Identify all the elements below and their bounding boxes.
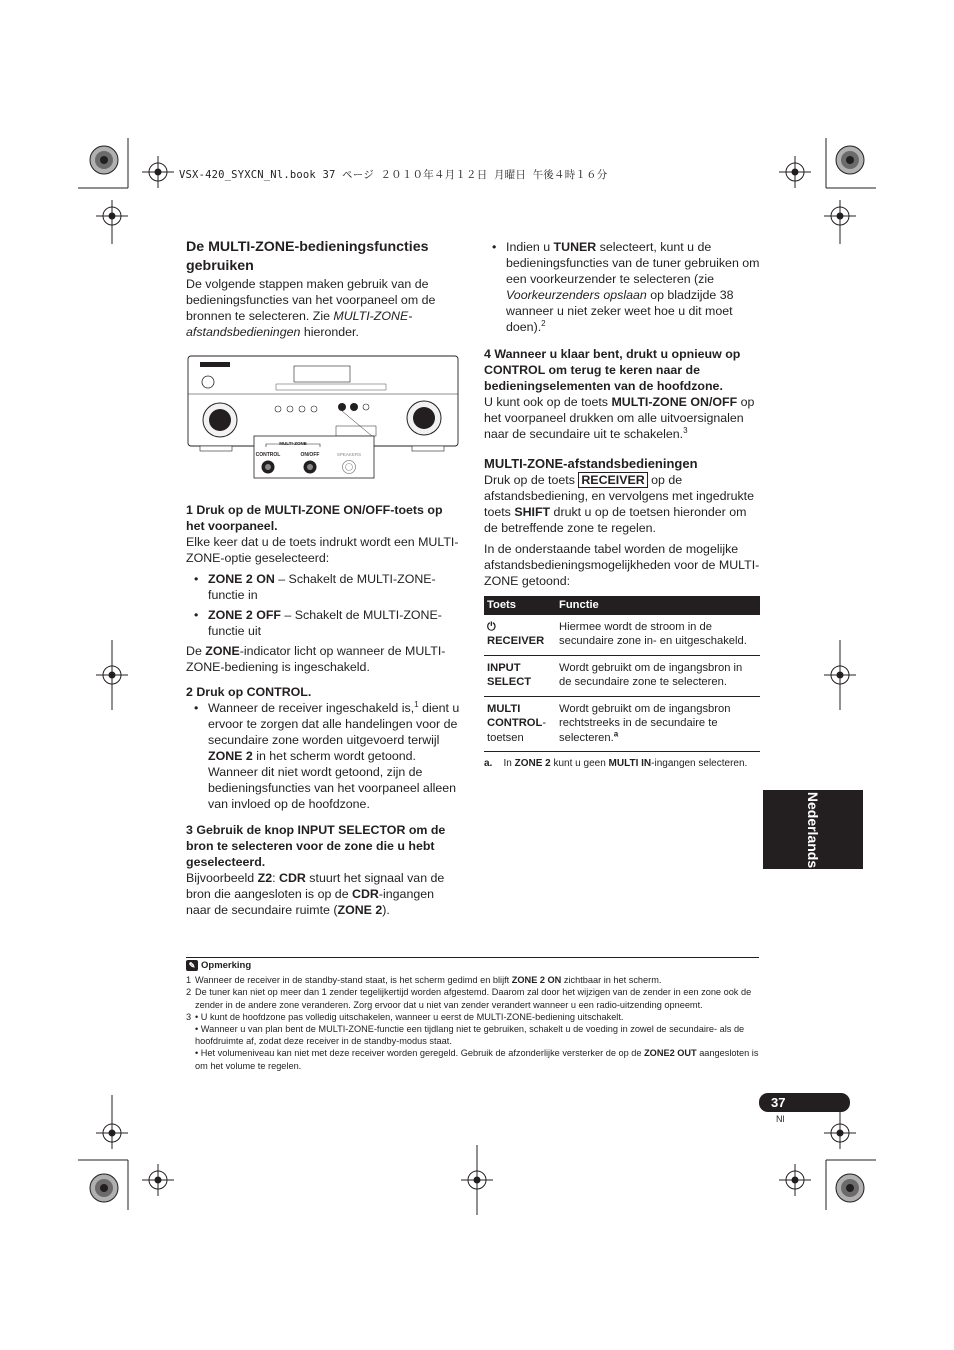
bullet-zone2-on: • ZONE 2 ON – Schakelt de MULTI-ZONE-functie in xyxy=(186,571,462,603)
table-cell-key: ⏻ RECEIVER xyxy=(484,615,556,656)
bullet-zone2-off: • ZONE 2 OFF – Schakelt de MULTI-ZONE-functie uit xyxy=(186,607,462,639)
table-row xyxy=(484,655,760,696)
step-2-title: 2 Druk op CONTROL. xyxy=(186,685,312,699)
registration-starburst xyxy=(836,146,864,174)
crosshair xyxy=(779,1164,811,1196)
intro-paragraph: De volgende stappen maken gebruik van de bedieningsfuncties van het voorpaneel om de bronnen te selecteren. Zie MULTI-ZONE-afstandsbedieningen hieronder. xyxy=(186,277,436,339)
language-label: Nederlands xyxy=(805,791,821,868)
page-number: 37 xyxy=(771,1095,786,1110)
registration-starburst xyxy=(836,1174,864,1202)
registration-starburst xyxy=(90,1174,118,1202)
table-row xyxy=(484,615,760,656)
language-tab xyxy=(763,790,863,869)
step-3-title: 3 Gebruik de knop INPUT SELECTOR om de bron te selecteren voor de zone die u hebt geselecteerd. xyxy=(186,823,446,869)
remote-functions-table xyxy=(484,596,760,752)
crosshair xyxy=(96,200,128,232)
front-panel-illustration xyxy=(186,354,462,484)
left-column xyxy=(186,238,462,918)
crosshair xyxy=(779,156,811,188)
notes-section xyxy=(186,960,759,1072)
notes-heading: ✎ Opmerking xyxy=(186,960,759,972)
power-icon: ⏻ xyxy=(487,620,496,633)
tuner-bullet: • Indien u TUNER selecteert, kunt u de bedieningsfuncties van de tuner gebruiken om een voorkeurzender te selecteren (zie Voorkeurzenders opslaan op bladzijde 38 wanneer u niet zeker weet hoe u dit moet doen).$^2$ xyxy=(484,239,760,335)
step-1-title: 1 Druk op de MULTI-ZONE ON/OFF-toets op het voorpaneel. xyxy=(186,503,443,533)
note-1: 1 Wanneer de receiver in de standby-stand staat, is het scherm gedimd en blijft ZONE 2 ON zichtbaar in het scherm. xyxy=(186,975,662,986)
note-icon: ✎ xyxy=(186,960,198,971)
crosshair xyxy=(142,156,174,188)
zone-indicator-text: De ZONE-indicator licht op wanneer de MULTI-ZONE-bediening is ingeschakeld. xyxy=(186,644,446,674)
note-3: 3 • U kunt de hoofdzone pas volledig uitschakelen, wanneer u eerst de MULTI-ZONE-bediening uitschakelt. • Wanneer u van plan bent de MULTI-ZONE-functie een tijdlang niet te gebruiken, schakelt u de voeding in zowel de secundaire- als de hoofdruimte af, zodat deze receiver in de standby-modus staat. • Het volumeniveau kan niet met deze receiver worden geregeld. Gebruik de afzonderlijke versterker de op de ZONE2 OUT aangesloten is om het volume te regelen. xyxy=(186,1011,759,1071)
table-cell-function: Wordt gebruikt om de ingangsbron rechtstreeks in de secundaire te selecteren.$^a$ xyxy=(556,696,760,752)
table-header-row xyxy=(484,596,760,615)
panel-label-control: CONTROL xyxy=(255,452,281,458)
print-file-info: VSX-420_SYXCN_Nl.book 37 ページ ２０１０年４月１２日 月曜日 午後４時１６分 xyxy=(179,169,608,181)
table-cell-key: MULTI CONTROL-toetsen xyxy=(484,696,556,752)
crosshair xyxy=(824,200,856,232)
table-row xyxy=(484,696,760,752)
panel-label-speakers: SPEAKERS xyxy=(336,452,362,457)
step-4-text: U kunt ook op de toets MULTI-ZONE ON/OFF op het voorpaneel drukken om alle uitvoersignalen naar de secundaire uit te schakelen.$^3$ xyxy=(484,395,755,441)
notes-divider xyxy=(186,957,759,958)
language-code: Nl xyxy=(776,1114,785,1124)
step-2-bullet: • Wanneer de receiver ingeschakeld is,$^1$ dient u ervoor te zorgen dat alle handelingen voor de secundaire zone worden uitgevoerd terwijl ZONE 2 in het scherm wordt getoond. Wanneer dit niet wordt getoond, zijn de bedieningsfuncties van het voorpaneel alleen van invloed op de hoofdzone. xyxy=(186,700,462,812)
table-cell-function: Wordt gebruikt om de ingangsbron in de secundaire zone te selecteren. xyxy=(556,655,760,696)
crosshair xyxy=(96,1117,128,1149)
table-header-function: Functie xyxy=(556,596,760,615)
panel-label-multizone: MULTI-ZONE xyxy=(279,441,307,446)
remote-instructions: Druk op de toets RECEIVER op de afstandsbediening, en vervolgens met ingedrukte toets SHIFT drukt u op de toetsen hieronder om de betreffende zone te regelen. xyxy=(484,473,755,535)
remote-subsection-title: MULTI-ZONE-afstandsbedieningen xyxy=(484,456,698,471)
step-4-title: 4 Wanneer u klaar bent, drukt u opnieuw op CONTROL om terug te keren naar de bedieningselementen van de hoofdzone. xyxy=(484,347,741,393)
registration-starburst xyxy=(90,146,118,174)
note-2: 2 De tuner kan niet op meer dan 1 zender tegelijkertijd worden afgestemd. Daarom zal door het wijzigen van de zender in een zone ook de zender in de andere zone veranderen. Zorg ervoor dat u niet van zender verandert wanneer u een radio-uitzending opneemt. xyxy=(186,987,752,1010)
panel-label-onoff: ON/OFF xyxy=(300,452,320,458)
receiver-key-label: RECEIVER xyxy=(578,472,647,488)
speakers-button xyxy=(343,461,356,474)
section-title: De MULTI-ZONE-bedieningsfuncties gebruiken xyxy=(186,239,429,274)
table-header-key: Toets xyxy=(484,596,556,615)
page-number-badge xyxy=(759,1093,850,1112)
right-column xyxy=(484,239,760,771)
crosshair xyxy=(824,1117,856,1149)
table-cell-key: INPUT SELECT xyxy=(484,655,556,696)
crosshair xyxy=(142,1164,174,1196)
table-cell-function: Hiermee wordt de stroom in de secundaire zone in- en uitgeschakeld. xyxy=(556,615,760,656)
step-3-text: Bijvoorbeeld Z2: CDR stuurt het signaal van de bron die aangesloten is op de CDR-ingangen naar de secundaire ruimte (ZONE 2). xyxy=(186,871,445,917)
table-footnote: a. In ZONE 2 kunt u geen MULTI IN-ingangen selecteren. xyxy=(484,758,748,769)
step-1-text: Elke keer dat u de toets indrukt wordt een MULTI-ZONE-optie geselecteerd: xyxy=(186,535,459,565)
table-intro: In de onderstaande tabel worden de mogelijke afstandsbedieningsmogelijkheden voor de MULTI-ZONE getoond: xyxy=(484,542,760,588)
